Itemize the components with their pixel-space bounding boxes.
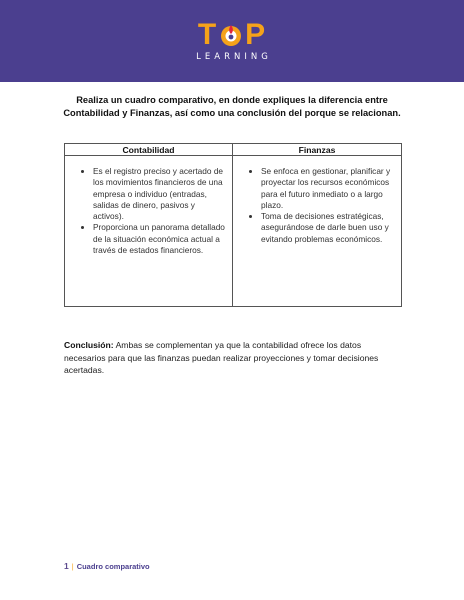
- flame-o-icon: [219, 23, 243, 47]
- list-item: • Toma de decisiones estratégicas, asegurándose de darle buen uso y evitando problemas económicos.: [261, 211, 395, 245]
- list-item: • Es el registro preciso y acertado de los movimientos financieros de una empresa o individuo (entradas, salidas de dinero, pasivos y activos).: [93, 166, 226, 222]
- header-contabilidad: Contabilidad: [65, 144, 233, 156]
- top-learning-logo: [192, 20, 272, 62]
- footer-doc-name: Cuadro comparativo: [76, 561, 150, 571]
- contabilidad-cell: [65, 156, 233, 307]
- finanzas-cell: [233, 156, 402, 307]
- header-finanzas: Finanzas: [233, 144, 402, 156]
- footer-separator: |: [71, 561, 74, 571]
- list-item: • Se enfoca en gestionar, planificar y proyectar los recursos económicos para el futuro inmediato o a largo plazo.: [261, 166, 395, 211]
- logo-subtitle: LEARNING: [196, 52, 272, 62]
- header-banner: [0, 0, 464, 82]
- assignment-heading: [60, 94, 404, 120]
- table-header-row: [65, 144, 402, 156]
- list-item: • Proporciona un panorama detallado de la situación económica actual a través de estados financieros.: [93, 222, 226, 256]
- table-row: [65, 156, 402, 307]
- comparison-table: [64, 143, 402, 307]
- logo-wordmark: T P: [197, 18, 267, 51]
- contabilidad-list: [69, 166, 226, 256]
- conclusion-label: Conclusión:: [64, 340, 114, 350]
- heading-line-2: Contabilidad y Finanzas, así como una conclusión del porque se relacionan.: [63, 108, 401, 118]
- finanzas-list: [237, 166, 395, 245]
- page-number: 1: [64, 561, 69, 571]
- page-footer: [64, 561, 150, 571]
- conclusion-text: Ambas se complementan ya que la contabilidad ofrece los datos necesarios para que las finanzas puedan realizar proyecciones y tomar decisiones acertadas.: [64, 340, 379, 375]
- heading-line-1: Realiza un cuadro comparativo, en donde expliques la diferencia entre: [76, 95, 388, 105]
- conclusion-paragraph: [64, 339, 404, 377]
